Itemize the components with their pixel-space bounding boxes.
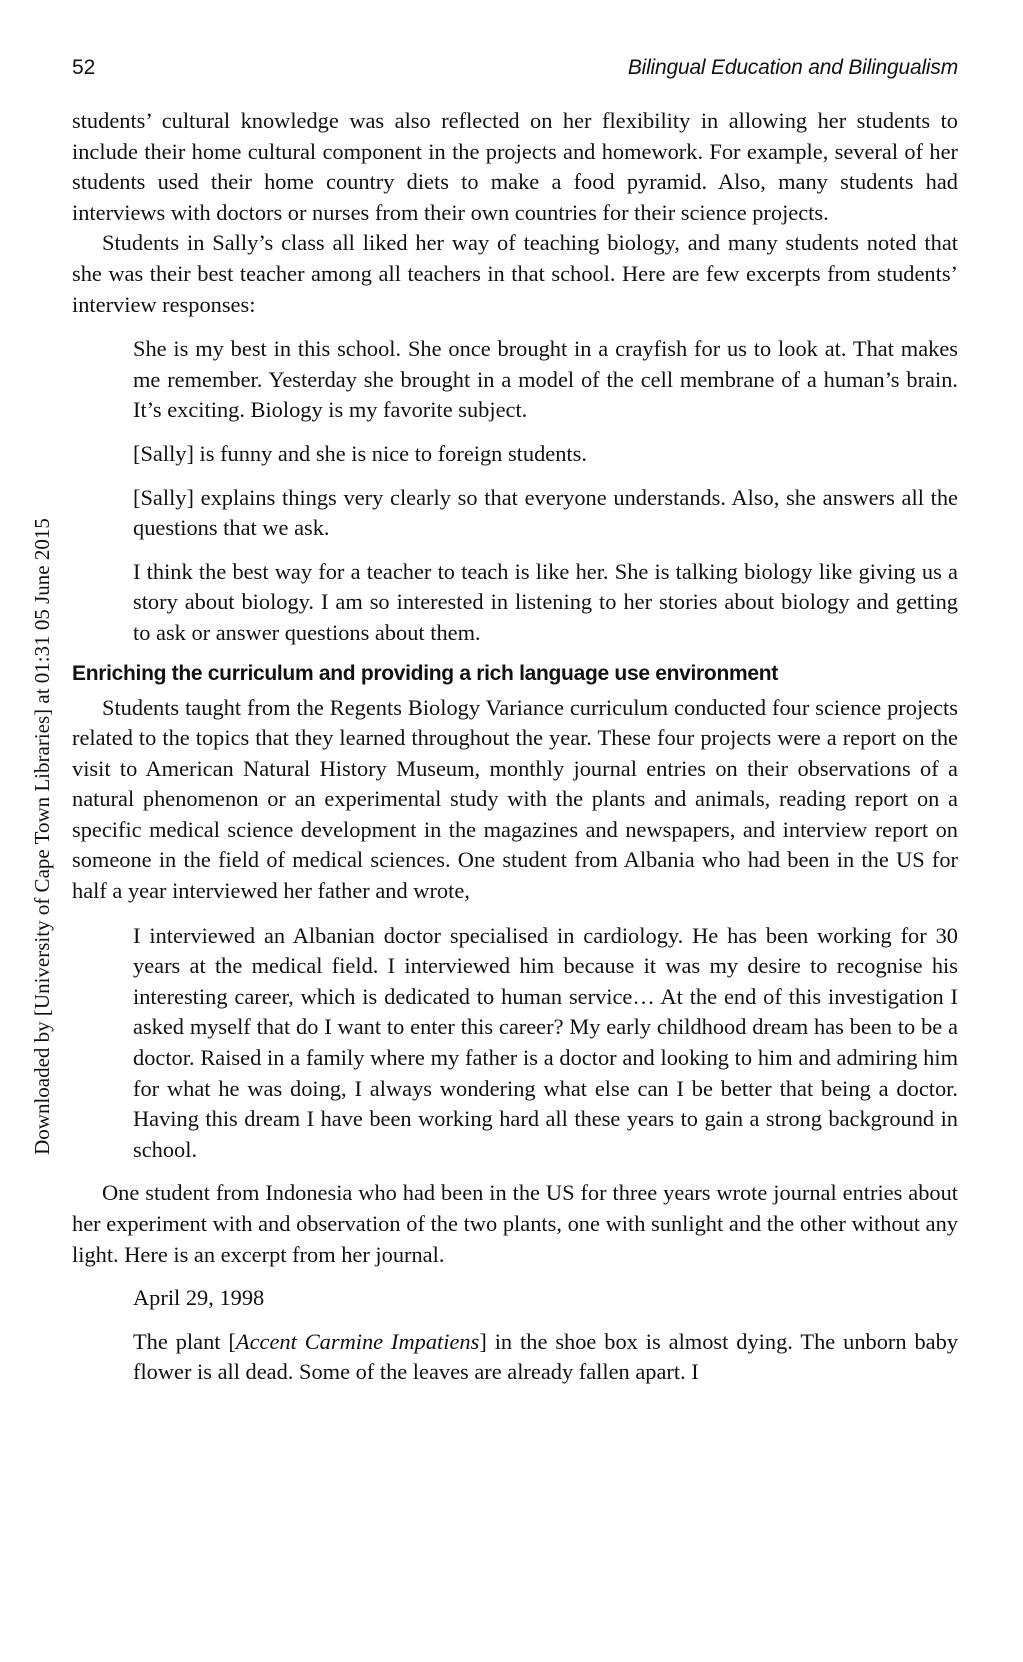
paragraph-2: Students in Sally’s class all liked her way of teaching biology, and many students noted that she was their best teacher among all teachers in that school. Here are few excerpts from students’ interview responses: [72, 230, 958, 317]
paragraph-3: Students taught from the Regents Biology Variance curriculum conducted four science projects related to the topics that they learned throughout the year. These four projects were a report on the visit to American Natural History Museum, monthly journal entries on their observations of a natural phenomenon or an experimental study with the plants and animals, reading report on a specific medical science development in the magazines and newspapers, and interview report on someone in the field of medical sciences. One student from Albania who had been in the US for half a year interviewed her father and wrote, [72, 694, 958, 904]
block-quote-3: [Sally] explains things very clearly so that everyone understands. Also, she answers all the questions that we ask. [133, 484, 958, 541]
journal-date: April 29, 1998 [133, 1285, 265, 1311]
article-body [72, 106, 958, 1388]
download-stamp: Downloaded by [University of Cape Town Libraries] at 01:31 05 June 2015 [30, 518, 54, 1155]
block-quote-4: I think the best way for a teacher to teach is like her. She is talking biology like giving us a story about biology. I am so interested in listening to her stories about biology and getting to ask or answer questions about them. [133, 558, 958, 645]
block-quote-1: She is my best in this school. She once brought in a crayfish for us to look at. That makes me remember. Yesterday she brought in a model of the cell membrane of a human’s brain. It’s exciting. Biology is my favorite subject. [133, 336, 958, 423]
block-quote-2: [Sally] is funny and she is nice to foreign students. [133, 440, 587, 466]
page-number: 52 [72, 56, 96, 79]
journal-text-after: ] in the shoe box is almost dying. The unborn baby flower is all dead. Some of the leaves are already fallen apart. I [133, 1328, 959, 1385]
section-heading: Enriching the curriculum and providing a rich language use environment [72, 661, 778, 685]
block-quote-albania: I interviewed an Albanian doctor specialised in cardiology. He has been working for 30 years at the medical field. I interviewed him because it was my desire to recognise his interesting career, which is dedicated to human service… At the end of this investigation I asked myself that do I want to enter this career? My early childhood dream has been to be a doctor. Raised in a family where my father is a doctor and looking to him and admiring him for what he was doing, I always wondering what else can I be better that being a doctor. Having this dream I have been working hard all these years to gain a strong background in school. [133, 922, 958, 1162]
paragraph-4: One student from Indonesia who had been in the US for three years wrote journal entries about her experiment with and observation of the two plants, one with sunlight and the other without any light. Here is an excerpt from her journal. [72, 1180, 958, 1267]
journal-species-name: Accent Carmine Impatiens [235, 1328, 480, 1354]
journal-text-before: The plant [ [133, 1328, 236, 1354]
journal-excerpt [133, 1327, 958, 1388]
running-head: Bilingual Education and Bilingualism [627, 56, 958, 79]
paragraph-1: students’ cultural knowledge was also reflected on her flexibility in allowing her students to include their home cultural component in the projects and homework. For example, several of her students used their home country diets to make a food pyramid. Also, many students had interviews with doctors or nurses from their own countries for their science projects. [72, 108, 958, 225]
